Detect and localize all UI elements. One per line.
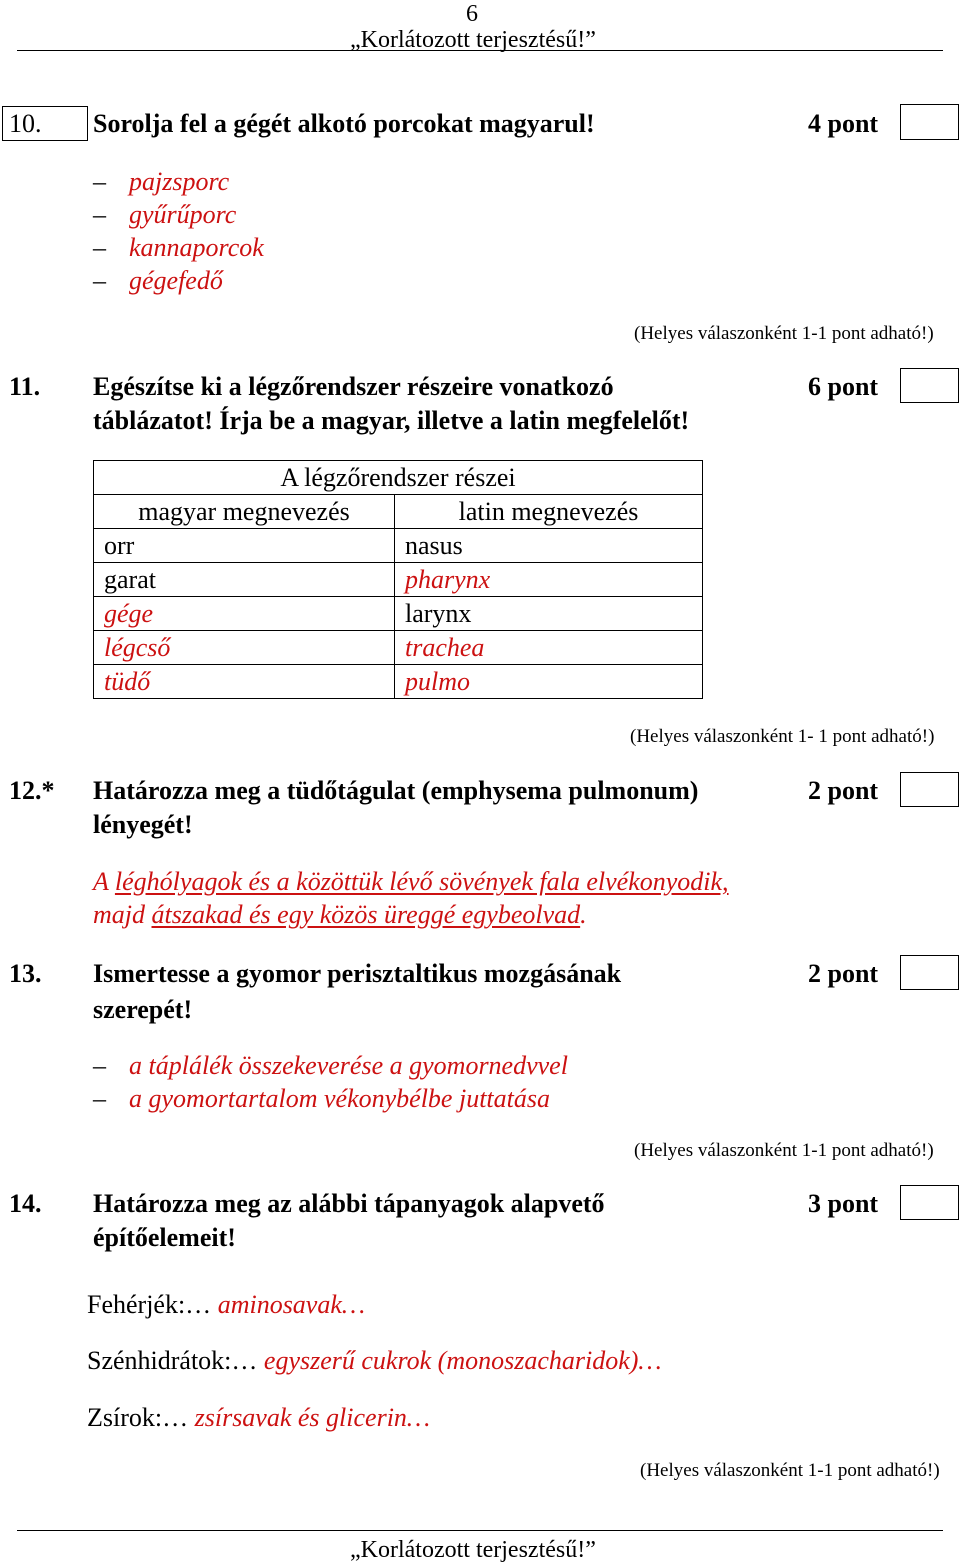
q14-item-3-answer: zsírsavak és glicerin… [194,1403,431,1432]
q11-line-2: táblázatot! Írja be a magyar, illetve a latin megfelelőt! [93,406,690,435]
q14-item-2-answer: egyszerű cukrok (monoszacharidok)… [263,1346,662,1375]
q14-item-2 [87,1346,662,1376]
q14-note: (Helyes válaszonként 1-1 pont adható!) [640,1460,940,1481]
q13-note: (Helyes válaszonként 1-1 pont adható!) [634,1140,934,1161]
q12-answer-line-2 [93,900,587,930]
q11-number: 11. [9,372,41,401]
header-text: „Korlátozott terjesztésű!” [350,27,596,53]
q14-line-1: Határozza meg az alábbi tápanyagok alapvető [93,1189,605,1218]
table-header-la: latin megnevezés [395,495,703,529]
table-cell-hu: tüdő [94,665,395,699]
q10-points: 4 pont [808,109,879,138]
q14-item-1 [87,1290,365,1320]
q10-number: 10. [9,109,42,138]
q14-score-box[interactable] [900,1185,959,1220]
table-title: A légzőrendszer részei [94,461,703,495]
q10-dash-3: – [93,233,106,262]
table-row [94,597,703,631]
q12-line-1: Határozza meg a tüdőtágulat (emphysema pulmonum) [93,776,699,805]
header-rule [17,50,943,51]
q10-answer-2: gyűrűporc [129,200,237,229]
q12-points: 2 pont [808,776,879,805]
q13-dash-2: – [93,1084,106,1113]
q14-number: 14. [9,1189,42,1218]
q11-note: (Helyes válaszonként 1- 1 pont adható!) [630,726,935,747]
q14-item-2-label: Szénhidrátok:… [87,1346,264,1375]
q11-line-1: Egészítse ki a légzőrendszer részeire vonatkozó [93,372,614,401]
table-row [94,529,703,563]
q10-dash-4: – [93,266,106,295]
q13-answer-1: a táplálék összekeverése a gyomornedvvel [129,1051,568,1080]
table-cell-la: pharynx [395,563,703,597]
q14-item-3 [87,1403,430,1433]
q12-answer-2b: átszakad és egy közös üreggé egybeolvad [151,900,581,929]
respiratory-table [93,460,703,699]
q10-answer-4: gégefedő [129,266,223,295]
q13-dash-1: – [93,1051,106,1080]
q10-dash-2: – [93,200,106,229]
q10-score-box[interactable] [900,104,959,140]
table-row [94,631,703,665]
q14-item-1-answer: aminosavak… [217,1290,366,1319]
q13-line-1: Ismertesse a gyomor perisztaltikus mozgásának [93,959,622,988]
q14-points: 3 pont [808,1189,879,1218]
q12-answer-1a: A [93,867,115,896]
q10-answer-1: pajzsporc [129,167,230,196]
table-row [94,665,703,699]
q12-answer-2c: . [580,900,587,929]
table-cell-hu: légcső [94,631,395,665]
table-header-hu: magyar megnevezés [94,495,395,529]
q10-answer-3: kannaporcok [129,233,264,262]
q10-title: Sorolja fel a gégét alkotó porcokat magyarul! [93,109,595,138]
table-cell-la: pulmo [395,665,703,699]
q12-answer-2a: majd [93,900,152,929]
footer-text: „Korlátozott terjesztésű!” [350,1537,596,1563]
footer-rule [17,1530,943,1531]
q12-answer-1b: léghólyagok és a közöttük lévő sövények fala elvékonyodik, [114,867,729,896]
q13-line-2: szerepét! [93,995,193,1024]
q13-points: 2 pont [808,959,879,988]
q12-answer-line-1 [93,867,729,897]
q12-number: 12.* [9,776,55,805]
q13-answer-2: a gyomortartalom vékonybélbe juttatása [129,1084,550,1113]
q13-score-box[interactable] [900,955,959,990]
q10-note: (Helyes válaszonként 1-1 pont adható!) [634,323,934,344]
q11-points: 6 pont [808,372,879,401]
q12-score-box[interactable] [900,772,959,807]
table-cell-la: larynx [395,597,703,631]
page-number: 6 [466,1,478,27]
q11-score-box[interactable] [900,368,959,403]
q14-item-3-label: Zsírok:… [87,1403,195,1432]
table-cell-la: nasus [395,529,703,563]
q12-line-2: lényegét! [93,810,193,839]
q13-number: 13. [9,959,42,988]
q10-dash-1: – [93,167,106,196]
q14-item-1-label: Fehérjék:… [87,1290,218,1319]
table-cell-la: trachea [395,631,703,665]
table-row [94,563,703,597]
table-cell-hu: gége [94,597,395,631]
table-cell-hu: garat [94,563,395,597]
q14-line-2: építőelemeit! [93,1223,236,1252]
table-cell-hu: orr [94,529,395,563]
